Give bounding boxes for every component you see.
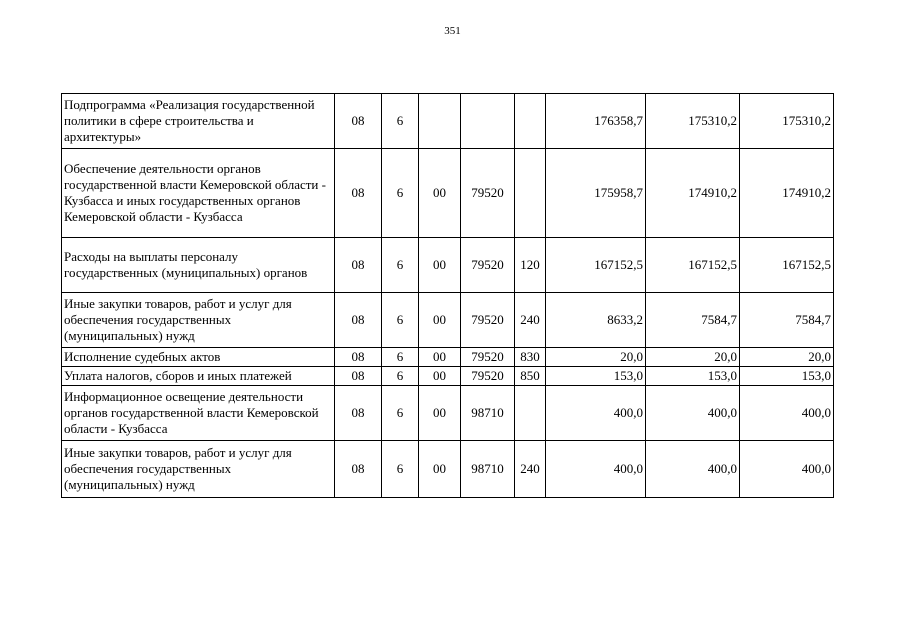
section-code: 08 — [335, 94, 382, 149]
amount-year-3: 20,0 — [740, 348, 834, 367]
direction-code: 98710 — [461, 386, 515, 441]
expense-type-code — [515, 149, 546, 238]
subprogram-code: 00 — [419, 149, 461, 238]
table-row — [62, 149, 834, 238]
amount-year-1: 400,0 — [546, 386, 646, 441]
amount-year-2: 174910,2 — [646, 149, 740, 238]
section-code: 08 — [335, 441, 382, 498]
section-code: 08 — [335, 348, 382, 367]
amount-year-3: 167152,5 — [740, 238, 834, 293]
row-name: Иные закупки товаров, работ и услуг для обеспечения государственных (муниципальных) нужд — [62, 441, 335, 498]
direction-code: 79520 — [461, 367, 515, 386]
amount-year-1: 153,0 — [546, 367, 646, 386]
amount-year-2: 400,0 — [646, 386, 740, 441]
subprogram-code: 00 — [419, 367, 461, 386]
subprogram-code — [419, 94, 461, 149]
expense-type-code: 850 — [515, 367, 546, 386]
direction-code — [461, 94, 515, 149]
program-code: 6 — [382, 367, 419, 386]
page-number: 351 — [444, 25, 461, 37]
row-name: Информационное освещение деятельности органов государственной власти Кемеровской области - Кузбасса — [62, 386, 335, 441]
table-row — [62, 348, 834, 367]
expense-type-code — [515, 386, 546, 441]
subprogram-code: 00 — [419, 348, 461, 367]
subprogram-code: 00 — [419, 386, 461, 441]
expense-type-code: 240 — [515, 441, 546, 498]
program-code: 6 — [382, 149, 419, 238]
table-row — [62, 238, 834, 293]
amount-year-2: 167152,5 — [646, 238, 740, 293]
amount-year-2: 20,0 — [646, 348, 740, 367]
subprogram-code: 00 — [419, 293, 461, 348]
amount-year-1: 167152,5 — [546, 238, 646, 293]
table-row — [62, 367, 834, 386]
amount-year-3: 153,0 — [740, 367, 834, 386]
table-row — [62, 94, 834, 149]
subprogram-code: 00 — [419, 238, 461, 293]
row-name: Уплата налогов, сборов и иных платежей — [62, 367, 335, 386]
subprogram-code: 00 — [419, 441, 461, 498]
direction-code: 98710 — [461, 441, 515, 498]
table-row — [62, 386, 834, 441]
section-code: 08 — [335, 367, 382, 386]
section-code: 08 — [335, 386, 382, 441]
row-name: Расходы на выплаты персоналу государственных (муниципальных) органов — [62, 238, 335, 293]
expense-type-code — [515, 94, 546, 149]
direction-code: 79520 — [461, 149, 515, 238]
amount-year-1: 20,0 — [546, 348, 646, 367]
amount-year-3: 400,0 — [740, 441, 834, 498]
budget-table — [61, 93, 834, 498]
amount-year-1: 176358,7 — [546, 94, 646, 149]
section-code: 08 — [335, 149, 382, 238]
table-row — [62, 441, 834, 498]
row-name: Обеспечение деятельности органов государственной власти Кемеровской области - Кузбасса и иных государственных органов Кемеровской области - Кузбасса — [62, 149, 335, 238]
amount-year-2: 400,0 — [646, 441, 740, 498]
amount-year-1: 400,0 — [546, 441, 646, 498]
section-code: 08 — [335, 293, 382, 348]
amount-year-1: 175958,7 — [546, 149, 646, 238]
row-name: Исполнение судебных актов — [62, 348, 335, 367]
direction-code: 79520 — [461, 293, 515, 348]
program-code: 6 — [382, 238, 419, 293]
amount-year-3: 400,0 — [740, 386, 834, 441]
program-code: 6 — [382, 441, 419, 498]
row-name: Иные закупки товаров, работ и услуг для обеспечения государственных (муниципальных) нужд — [62, 293, 335, 348]
direction-code: 79520 — [461, 348, 515, 367]
expense-type-code: 240 — [515, 293, 546, 348]
section-code: 08 — [335, 238, 382, 293]
amount-year-2: 7584,7 — [646, 293, 740, 348]
program-code: 6 — [382, 94, 419, 149]
amount-year-3: 175310,2 — [740, 94, 834, 149]
table-row — [62, 293, 834, 348]
row-name: Подпрограмма «Реализация государственной политики в сфере строительства и архитектуры» — [62, 94, 335, 149]
program-code: 6 — [382, 386, 419, 441]
direction-code: 79520 — [461, 238, 515, 293]
amount-year-2: 153,0 — [646, 367, 740, 386]
amount-year-3: 7584,7 — [740, 293, 834, 348]
program-code: 6 — [382, 293, 419, 348]
amount-year-3: 174910,2 — [740, 149, 834, 238]
amount-year-2: 175310,2 — [646, 94, 740, 149]
amount-year-1: 8633,2 — [546, 293, 646, 348]
expense-type-code: 830 — [515, 348, 546, 367]
expense-type-code: 120 — [515, 238, 546, 293]
program-code: 6 — [382, 348, 419, 367]
